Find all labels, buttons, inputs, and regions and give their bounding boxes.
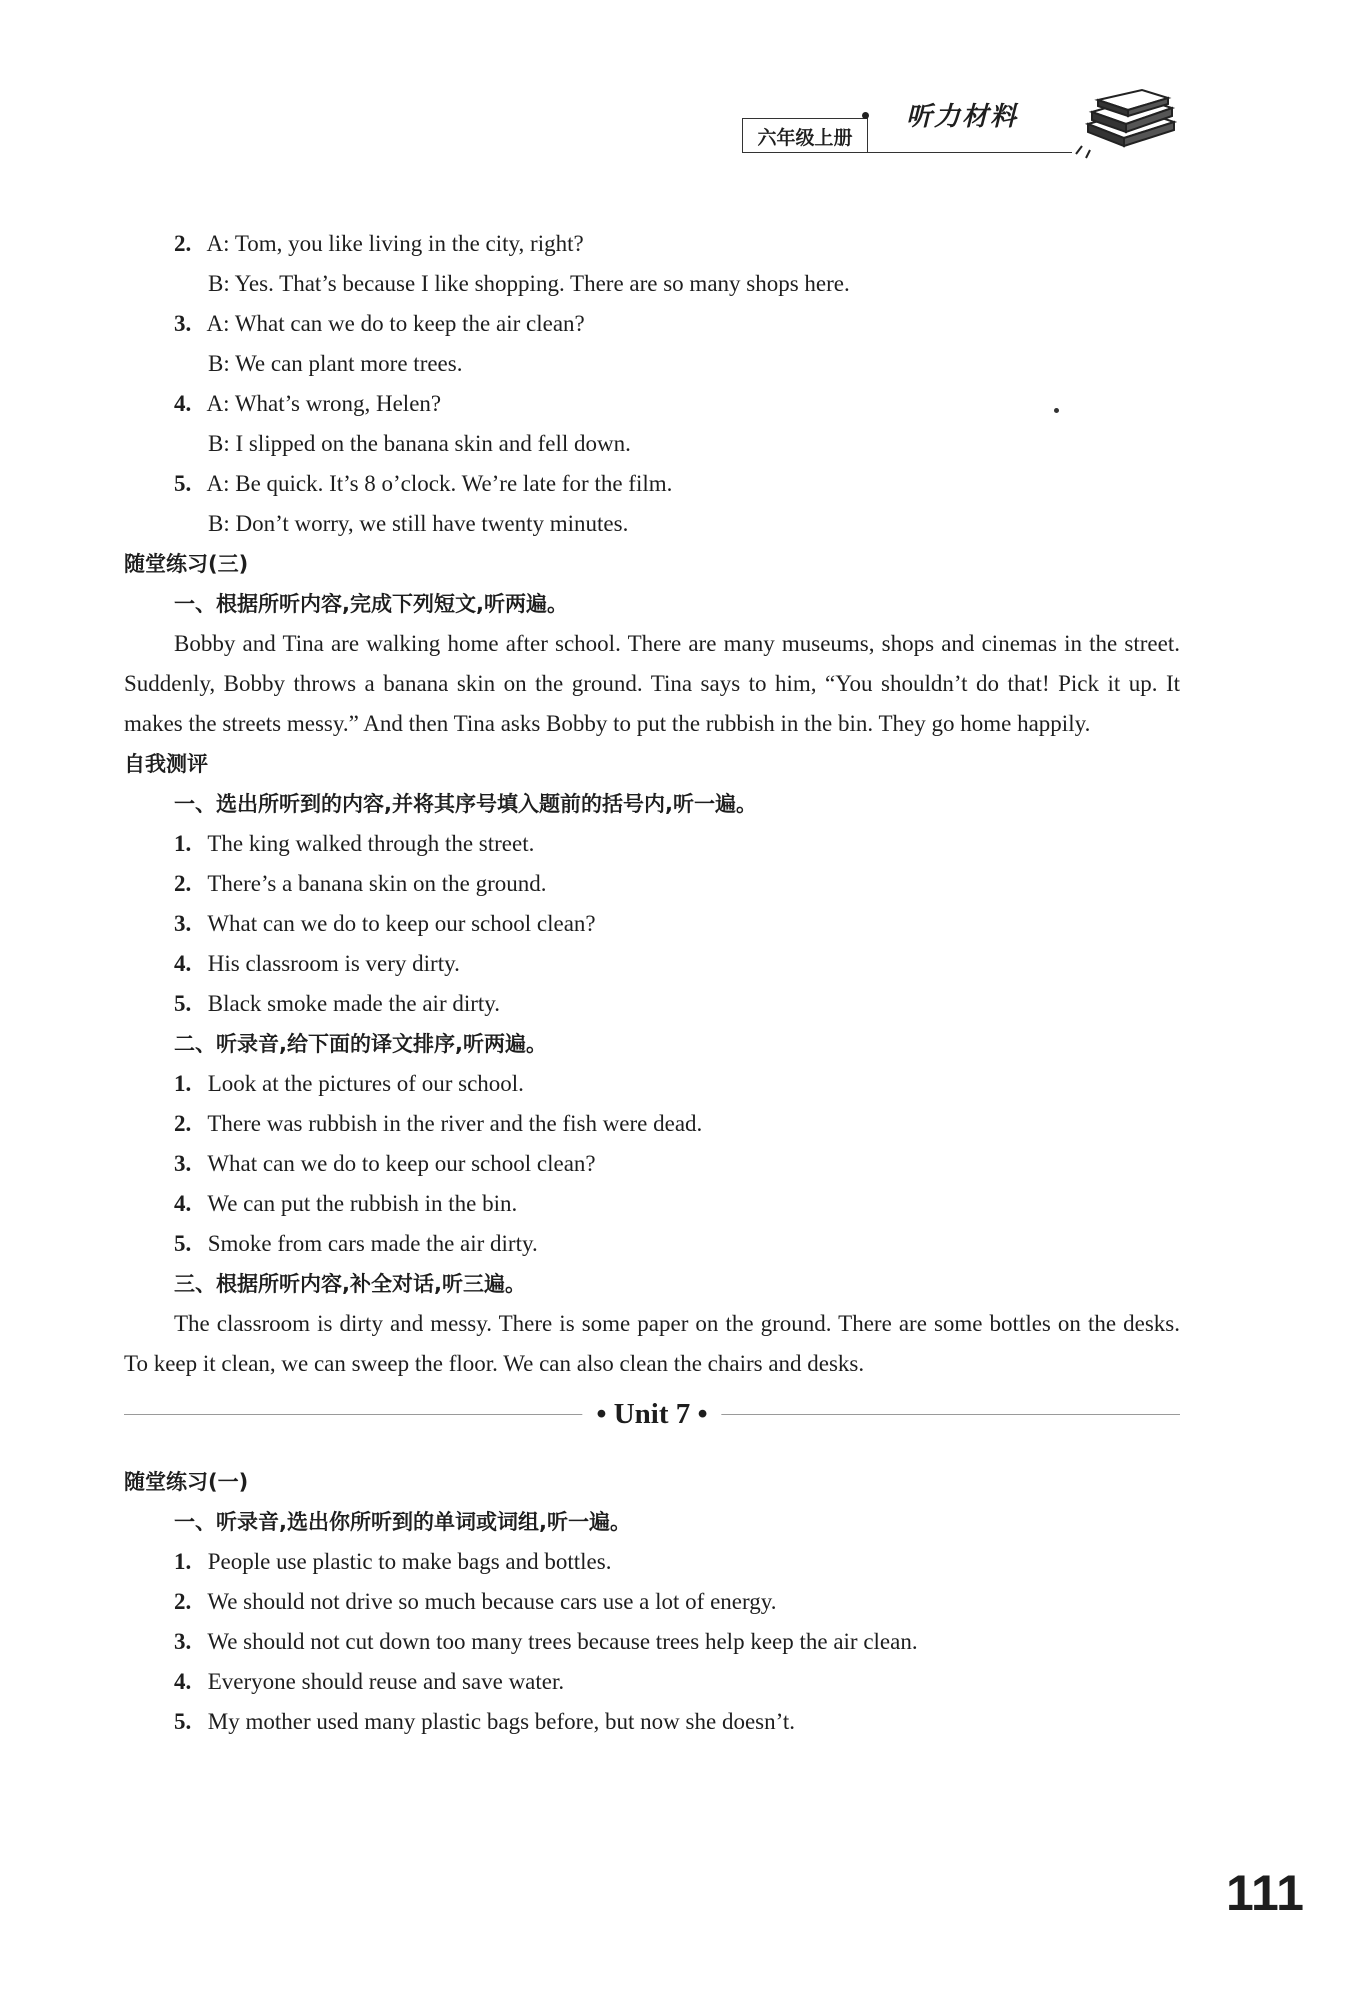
list-item: 3. What can we do to keep our school clean?	[174, 911, 596, 936]
section-heading-self-test: 自我测评	[124, 752, 208, 776]
list-item: 5. Black smoke made the air dirty.	[174, 991, 501, 1016]
dialogue-line-a: A: What can we do to keep the air clean?	[206, 311, 585, 336]
list-item: 3. What can we do to keep our school clean?	[174, 1151, 596, 1176]
item-number: 4.	[174, 391, 192, 416]
passage-bobby-tina: Bobby and Tina are walking home after school. There are many museums, shops and cinemas in the street. Suddenly, Bobby throws a banana skin on the ground. Tina says to him, “You shouldn’t do that! Pick it up. It makes the streets messy.” And then Tina asks Bobby to put the rubbish in the bin. They go home happily.	[124, 631, 1180, 736]
question-title: 三、根据所听内容,补全对话,听三遍。	[174, 1272, 526, 1296]
list-item: 5. Smoke from cars made the air dirty.	[174, 1231, 538, 1256]
dialogue-2	[124, 224, 1180, 304]
books-icon	[1068, 88, 1180, 160]
dialogue-line-a: A: Be quick. It’s 8 o’clock. We’re late for the film.	[206, 471, 673, 496]
passage-classroom: The classroom is dirty and messy. There is some paper on the ground. There are some bottles on the desks. To keep it clean, we can sweep the floor. We can also clean the chairs and desks.	[124, 1311, 1180, 1376]
section-heading-practice-1: 随堂练习(一)	[124, 1470, 249, 1494]
dialogue-line-b: B: Don’t worry, we still have twenty minutes.	[208, 511, 629, 536]
dialogue-line-b: B: We can plant more trees.	[208, 351, 463, 376]
question-title: 一、听录音,选出你所听到的单词或词组,听一遍。	[174, 1510, 631, 1534]
list-item: 1. People use plastic to make bags and bottles.	[174, 1549, 612, 1574]
dialogue-line-b: B: Yes. That’s because I like shopping. There are so many shops here.	[208, 271, 850, 296]
header-rule	[742, 152, 1072, 153]
header-title: 听力材料	[906, 102, 1019, 132]
list-item: 1. The king walked through the street.	[174, 831, 535, 856]
question-title: 二、听录音,给下面的译文排序,听两遍。	[174, 1032, 547, 1056]
question-title: 一、选出所听到的内容,并将其序号填入题前的括号内,听一遍。	[174, 792, 757, 816]
page-number: 111	[1226, 1865, 1304, 1921]
dialogue-line-a: A: Tom, you like living in the city, right?	[206, 231, 584, 256]
list-item: 3. We should not cut down too many trees because trees help keep the air clean.	[174, 1629, 918, 1654]
dialogue-3	[124, 304, 1180, 384]
question-title: 一、根据所听内容,完成下列短文,听两遍。	[174, 592, 568, 616]
dialogue-4	[124, 384, 1180, 464]
list-item: 2. There was rubbish in the river and the fish were dead.	[174, 1111, 703, 1136]
list-item: 2. There’s a banana skin on the ground.	[174, 871, 547, 896]
main-content	[124, 224, 1180, 1742]
list-item: 4. Everyone should reuse and save water.	[174, 1669, 565, 1694]
dialogue-line-b: B: I slipped on the banana skin and fell down.	[208, 431, 631, 456]
list-item: 4. We can put the rubbish in the bin.	[174, 1191, 518, 1216]
list-item: 4. His classroom is very dirty.	[174, 951, 460, 976]
dialogue-5	[124, 464, 1180, 544]
list-item: 5. My mother used many plastic bags before, but now she doesn’t.	[174, 1709, 795, 1734]
header-dot	[862, 112, 869, 119]
page-header	[742, 92, 1182, 164]
item-number: 5.	[174, 471, 192, 496]
section-heading-practice-3: 随堂练习(三)	[124, 552, 249, 576]
unit7-q1-list	[124, 1542, 1180, 1742]
unit-title: • Unit 7 •	[582, 1392, 721, 1436]
self-test-q2-list	[124, 1064, 1180, 1264]
item-number: 3.	[174, 311, 192, 336]
self-test-q1-list	[124, 824, 1180, 1024]
list-item: 1. Look at the pictures of our school.	[174, 1071, 524, 1096]
unit-divider	[124, 1384, 1180, 1444]
dialogue-line-a: A: What’s wrong, Helen?	[206, 391, 442, 416]
list-item: 2. We should not drive so much because cars use a lot of energy.	[174, 1589, 777, 1614]
grade-label: 六年级上册	[742, 118, 868, 153]
item-number: 2.	[174, 231, 192, 256]
